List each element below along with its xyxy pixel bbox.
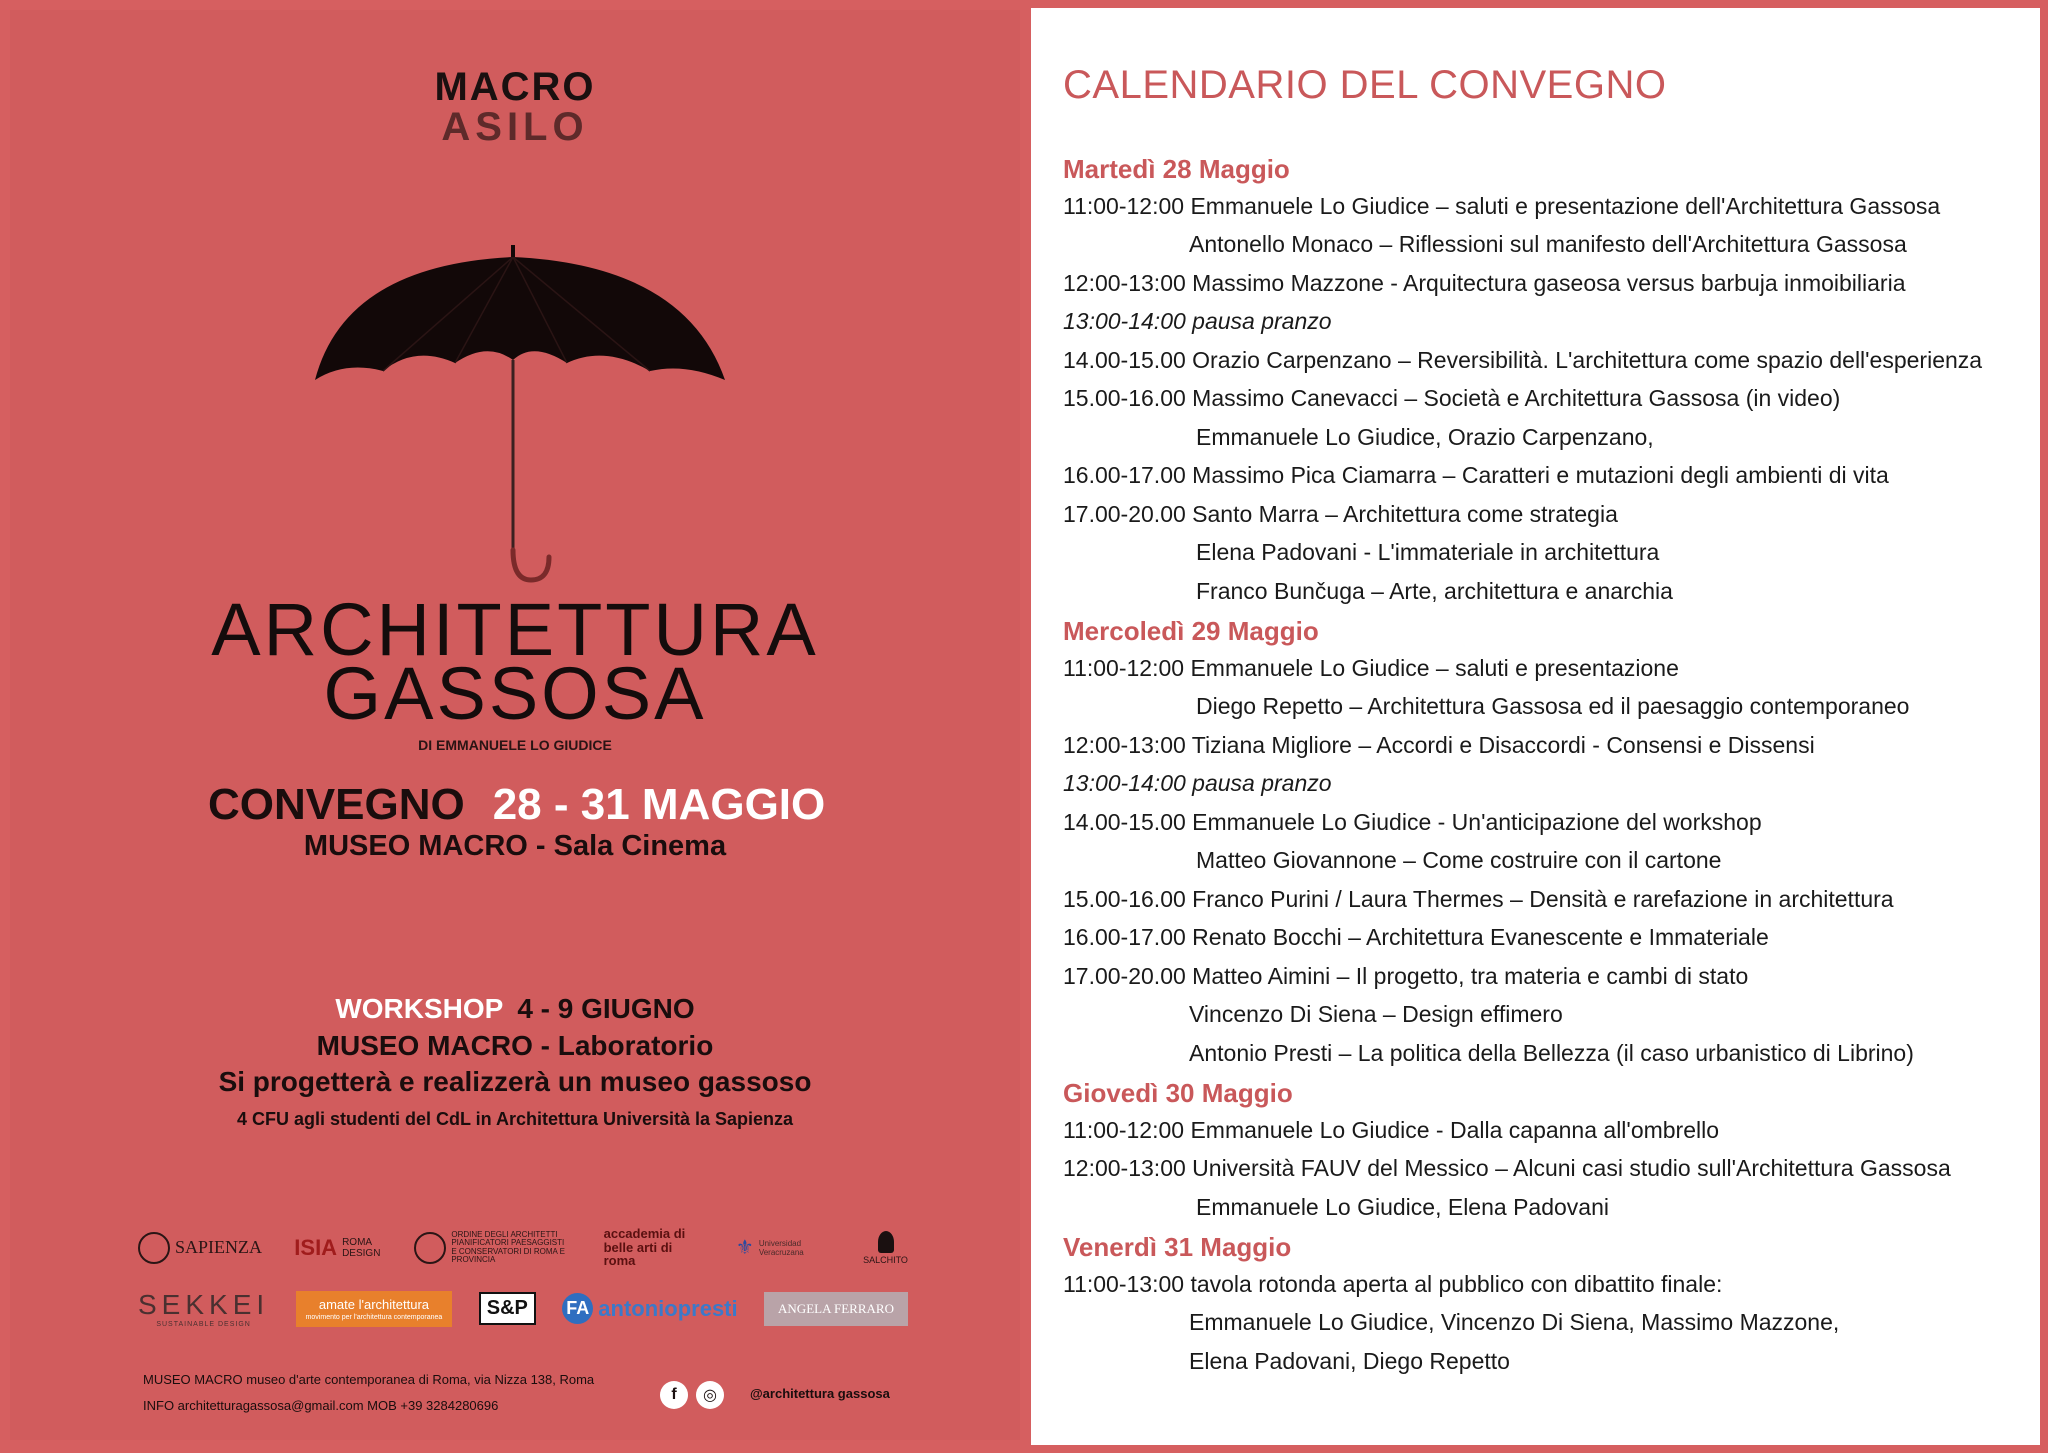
antoniopresti-logo: FA antoniopresti: [562, 1293, 737, 1324]
schedule-line: Franco Bunčuga – Arte, architettura e anarchia: [1196, 577, 1673, 604]
workshop-cfu-note: 4 CFU agli studenti del CdL in Architettura Università la Sapienza: [236, 1109, 794, 1129]
schedule-line: Elena Padovani, Diego Repetto: [1189, 1347, 1510, 1374]
schedule-line: 12:00-13:00 Tiziana Migliore – Accordi e Disaccordi - Consensi e Dissensi: [1063, 731, 1815, 758]
schedule-line: Emmanuele Lo Giudice, Vincenzo Di Siena, Massimo Mazzone,: [1189, 1309, 1840, 1335]
schedule-line: Emmanuele Lo Giudice, Elena Padovani: [1196, 1193, 1609, 1220]
schedule-line: Elena Padovani - L'immateriale in architettura: [1196, 539, 1660, 565]
sapienza-seal-icon: [138, 1232, 170, 1264]
schedule-line: 12:00-13:00 Massimo Mazzone - Arquitectura gaseosa versus barbuja inmoibiliaria: [1063, 269, 1906, 296]
workshop-dates: 4 - 9 GIUGNO: [517, 993, 695, 1024]
schedule-line: 12:00-13:00 Università FAUV del Messico – Alcuni casi studio sull'Architettura Gassosa: [1063, 1155, 1951, 1181]
amate-architettura-logo: amate l'architettura movimento per l'architettura contemporanea: [296, 1291, 453, 1327]
convegno-label: CONVEGNO: [208, 780, 465, 829]
social-handle: @architettura gassosa: [750, 1386, 890, 1401]
ordine-seal-icon: [414, 1232, 446, 1264]
footer-contact: INFO architetturagassosa@gmail.com MOB +39 3284280696: [143, 1398, 499, 1413]
schedule-line: 11:00-12:00 Emmanuele Lo Giudice – saluti e presentazione: [1063, 654, 1679, 681]
schedule-line: Vincenzo Di Siena – Design effimero: [1189, 1001, 1563, 1027]
tree-icon: [878, 1231, 894, 1253]
sponsor-logos-row1: [138, 1220, 908, 1275]
title-line2: GASSOSA: [323, 652, 707, 735]
sapienza-logo: SAPIENZA: [138, 1232, 262, 1264]
workshop-venue: MUSEO MACRO - Laboratorio: [316, 1030, 714, 1061]
schedule-line: 16.00-17.00 Massimo Pica Ciamarra – Caratteri e mutazioni degli ambienti di vita: [1063, 462, 1889, 488]
pause-line: 13:00-14:00 pausa pranzo: [1063, 770, 1332, 796]
footer-address: MUSEO MACRO museo d'arte contemporanea di Roma, via Nizza 138, Roma: [143, 1372, 595, 1387]
convegno-heading: [208, 780, 825, 830]
schedule-line: 14.00-15.00 Orazio Carpenzano – Reversibilità. L'architettura come spazio dell'esperienza: [1063, 346, 1983, 373]
title-line1: ARCHITETTURA: [211, 588, 819, 671]
workshop-heading: [10, 993, 1020, 1025]
schedule-line: Diego Repetto – Architettura Gassosa ed il paesaggio contemporaneo: [1196, 693, 1910, 719]
day-heading: Giovedì 30 Maggio: [1063, 1078, 1293, 1108]
macro-logo-line1: MACRO: [434, 65, 596, 109]
isia-logo: ISIA ROMA DESIGN: [294, 1234, 381, 1260]
schedule-line: 17.00-20.00 Matteo Aimini – Il progetto, tra materia e cambi di stato: [1063, 962, 1749, 989]
sekkei-logo: SEKKEI SUSTAINABLE DESIGN: [138, 1289, 270, 1328]
schedule-line: 11:00-13:00 tavola rotonda aperta al pubblico con dibattito finale:: [1063, 1270, 1723, 1297]
umbrella-icon: [305, 245, 735, 585]
day-heading: Venerdì 31 Maggio: [1063, 1232, 1292, 1262]
pause-line: 13:00-14:00 pausa pranzo: [1063, 308, 1332, 334]
convegno-dates: 28 - 31 MAGGIO: [492, 780, 826, 829]
universidad-veracruzana-logo: ⚜ Universidad Veracruzana: [735, 1237, 804, 1259]
schedule-line: 16.00-17.00 Renato Bocchi – Architettura Evanescente e Immateriale: [1063, 924, 1769, 950]
calendar-title: CALENDARIO DEL CONVEGNO: [1063, 63, 1667, 107]
author-credit: DI EMMANUELE LO GIUDICE: [418, 737, 612, 753]
workshop-label: WORKSHOP: [335, 993, 504, 1024]
convegno-venue: MUSEO MACRO - Sala Cinema: [303, 830, 727, 862]
schedule-line: 17.00-20.00 Santo Marra – Architettura come strategia: [1063, 500, 1618, 527]
schedule-line: Emmanuele Lo Giudice, Orazio Carpenzano,: [1196, 423, 1654, 450]
workshop-description: Si progetterà e realizzerà un museo gassoso: [218, 1066, 812, 1097]
day-heading: Martedì 28 Maggio: [1063, 154, 1290, 184]
instagram-icon[interactable]: ◎: [696, 1381, 724, 1409]
salchito-logo: SALCHITO: [863, 1231, 908, 1265]
angela-ferraro-logo: ANGELA FERRARO: [764, 1292, 908, 1326]
schedule-line: Antonello Monaco – Riflessioni sul manifesto dell'Architettura Gassosa: [1189, 231, 1907, 257]
schedule-line: 15.00-16.00 Massimo Canevacci – Società e Architettura Gassosa (in video): [1063, 385, 1841, 411]
ordine-architetti-logo: ORDINE DEGLI ARCHITETTI PIANIFICATORI PAESAGGISTI E CONSERVATORI DI ROMA E PROVINCIA: [414, 1231, 571, 1265]
fleur-icon: ⚜: [735, 1237, 754, 1259]
schedule-line: 11:00-12:00 Emmanuele Lo Giudice – saluti e presentazione dell'Architettura Gassosa: [1063, 192, 1941, 219]
schedule-line: 15.00-16.00 Franco Purini / Laura Thermes – Densità e rarefazione in architettura: [1063, 885, 1894, 912]
accademia-logo: accademia di belle arti di roma: [603, 1226, 686, 1269]
poster-panel: [10, 10, 1020, 1440]
calendar-panel: [1031, 8, 2040, 1445]
social-icons: [660, 1381, 724, 1409]
asilo-logo-line2: ASILO: [441, 105, 589, 149]
facebook-icon[interactable]: f: [660, 1381, 688, 1409]
sp-logo: S&P: [479, 1292, 536, 1325]
schedule-line: Antonio Presti – La politica della Bellezza (il caso urbanistico di Librino): [1189, 1039, 1914, 1066]
day-heading: Mercoledì 29 Maggio: [1063, 616, 1319, 646]
sponsor-logos-row2: [138, 1286, 908, 1331]
schedule-line: 11:00-12:00 Emmanuele Lo Giudice - Dalla capanna all'ombrello: [1063, 1116, 1720, 1143]
schedule-line: Matteo Giovannone – Come costruire con il cartone: [1196, 847, 1722, 873]
schedule-line: 14.00-15.00 Emmanuele Lo Giudice - Un'anticipazione del workshop: [1063, 808, 1762, 835]
